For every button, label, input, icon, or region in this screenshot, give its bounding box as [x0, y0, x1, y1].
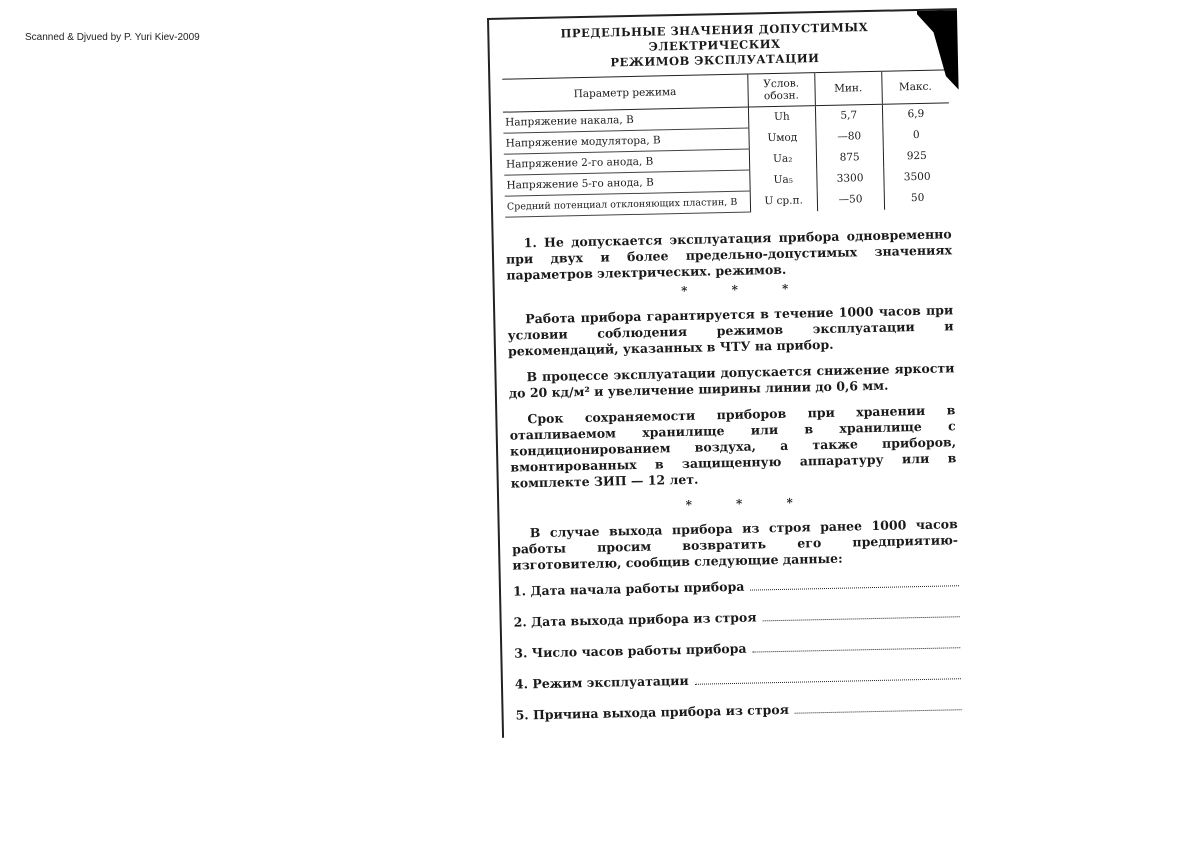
- page-title: [501, 19, 928, 73]
- param-symbol: Ua₂: [749, 148, 816, 170]
- header-symbol: Услов. обозн.: [748, 73, 816, 107]
- param-min: 875: [816, 146, 883, 168]
- form-field-mode: [515, 667, 961, 691]
- param-max: 0: [882, 124, 949, 146]
- title-line-2: РЕЖИМОВ ЭКСПЛУАТАЦИИ: [610, 51, 820, 70]
- param-max: 3500: [883, 166, 950, 188]
- param-max: 50: [884, 187, 951, 209]
- param-symbol: Ua₅: [750, 169, 817, 191]
- param-min: —80: [816, 125, 883, 147]
- scanned-page: [487, 8, 972, 738]
- param-min: 5,7: [815, 104, 882, 126]
- note-1: 1. Не допускается эксплуатация прибора одновременно при двух и более предельно-допустимых значениях параметров электрических. режимов.: [505, 226, 953, 283]
- brightness-paragraph: В процессе эксплуатации допускается снижение яркости до 20 кд/м² и увеличение ширины линии до 0,6 мм.: [508, 360, 955, 401]
- form-field-label: 3. Число часов работы прибора: [514, 640, 747, 661]
- title-line-1: ПРЕДЕЛЬНЫЕ ЗНАЧЕНИЯ ДОПУСТИМЫХ ЭЛЕКТРИЧЕСКИХ: [560, 20, 869, 54]
- form-field-label: 5. Причина выхода прибора из строя: [515, 701, 790, 723]
- param-symbol: U ср.п.: [750, 190, 817, 212]
- form-field-hours: [514, 636, 960, 660]
- header-parameter: Параметр режима: [502, 74, 748, 112]
- form-field-failure-reason: [515, 698, 961, 722]
- param-name: Напряжение модулятора, В: [503, 128, 749, 154]
- param-min: 3300: [816, 167, 883, 189]
- fill-in-line: [695, 668, 961, 685]
- param-name: Напряжение 5-го анода, В: [504, 170, 750, 196]
- fill-in-line: [762, 606, 959, 621]
- param-max: 6,9: [882, 103, 949, 125]
- storage-paragraph: Срок сохраняемости приборов при хранении в отапливаемом хранилище или в хранилище с кондиционированием воздуха, а также приборов, вмонтированных в защищенную аппаратуру или в комплекте ЗИП — 12 лет.: [509, 402, 957, 491]
- header-min: Мин.: [814, 71, 882, 105]
- param-max: 925: [883, 145, 950, 167]
- scan-credit: Scanned & Djvued by P. Yuri Kiev-2009: [25, 32, 200, 43]
- param-name: Напряжение 2-го анода, В: [504, 149, 750, 175]
- param-min: —50: [817, 188, 884, 210]
- section-separator: * * *: [685, 495, 813, 512]
- fill-in-line: [750, 575, 959, 590]
- header-max: Макс.: [881, 70, 949, 104]
- param-symbol: Uмод: [749, 127, 816, 149]
- param-name: Средний потенциал отклоняющих пластин, В: [505, 191, 751, 217]
- form-field-label: 1. Дата начала работы прибора: [512, 578, 745, 599]
- limits-table: [502, 69, 951, 217]
- return-request-paragraph: В случае выхода прибора из строя ранее 1000 часов работы просим возвратить его предприятию-изготовителю, сообщив следующие данные:: [511, 516, 959, 573]
- form-field-failure-date: [513, 605, 959, 629]
- fill-in-line: [752, 637, 960, 652]
- section-separator: * * *: [681, 281, 809, 298]
- form-field-start-date: [513, 574, 959, 598]
- form-field-label: 2. Дата выхода прибора из строя: [513, 609, 757, 630]
- param-symbol: Uh: [748, 106, 815, 128]
- form-field-label: 4. Режим эксплуатации: [514, 672, 689, 692]
- param-name: Напряжение накала, В: [503, 107, 749, 133]
- fill-in-line: [795, 699, 962, 713]
- warranty-paragraph: Работа прибора гарантируется в течение 1000 часов при условии соблюдения режимов эксплуатации и рекомендаций, указанных в ЧТУ на прибор.: [507, 302, 954, 359]
